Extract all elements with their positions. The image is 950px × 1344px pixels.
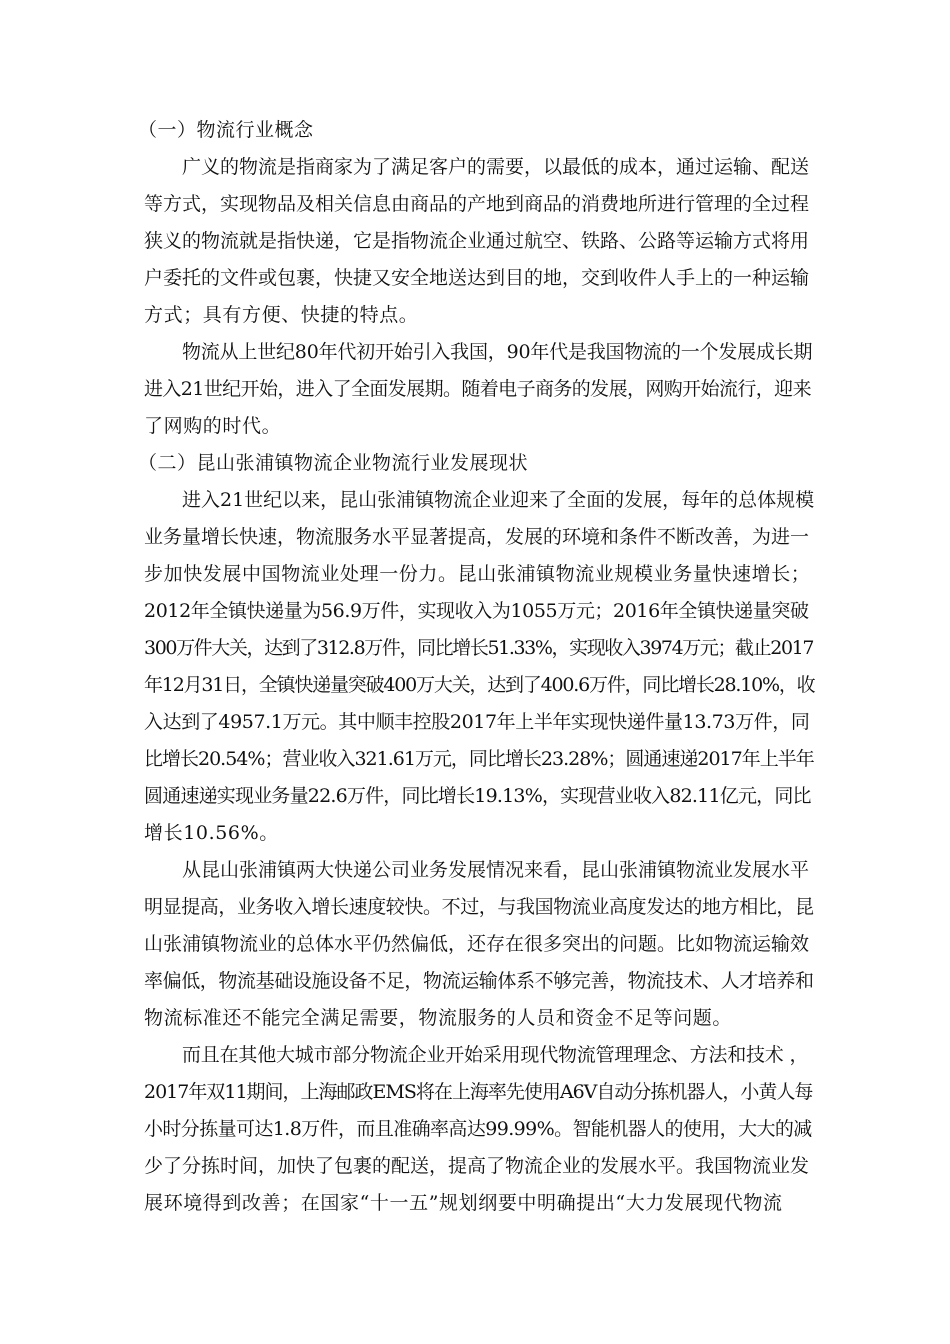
paragraph-line: 物流标准还不能完全满足需要，物流服务的人员和资金不足等问题。 bbox=[144, 1007, 733, 1029]
paragraph-line: 进入21世纪以来，昆山张浦镇物流企业迎来了全面的发展，每年的总体规模 bbox=[182, 489, 815, 511]
paragraph-line: 广义的物流是指商家为了满足客户的需要，以最低的成本，通过运输、配送 bbox=[182, 156, 810, 178]
paragraph-line: 增长10.56%。 bbox=[144, 822, 279, 844]
paragraph-line: 狭义的物流就是指快递，它是指物流企业通过航空、铁路、公路等运输方式将用 bbox=[144, 230, 810, 252]
paragraph-line: 等方式，实现物品及相关信息由商品的产地到商品的消费地所进行管理的全过程 bbox=[144, 193, 810, 215]
paragraph bbox=[144, 1037, 814, 1222]
paragraph-line: 山张浦镇物流业的总体水平仍然偏低，还存在很多突出的问题。比如物流运输效 bbox=[144, 933, 810, 955]
paragraph-line: 了网购的时代。 bbox=[144, 415, 282, 437]
paragraph bbox=[144, 852, 814, 1037]
paragraph-line: 明显提高，业务收入增长速度较快。不过，与我国物流业高度发达的地方相比，昆 bbox=[144, 896, 814, 918]
document-page bbox=[138, 112, 815, 1222]
paragraph-line: 300万件大关，达到了312.8万件，同比增长51.33%，实现收入3974万元；截止2017 bbox=[144, 637, 814, 659]
paragraph bbox=[144, 482, 814, 852]
section-heading: （二）昆山张浦镇物流企业物流行业发展现状 bbox=[138, 452, 529, 474]
section-heading: （一）物流行业概念 bbox=[138, 119, 314, 141]
paragraph-line: 圆通速递实现业务量22.6万件，同比增长19.13%，实现营业收入82.11亿元，同比 bbox=[144, 785, 811, 807]
paragraph-line: 而且在其他大城市部分物流企业开始采用现代物流管理理念、方法和技术 ， bbox=[182, 1044, 809, 1066]
paragraph-line: 展环境得到改善；在国家“十一五”规划纲要中明确提出“大力发展现代物流 bbox=[144, 1192, 783, 1214]
paragraph-line: 少了分拣时间，加快了包裹的配送，提高了物流企业的发展水平。我国物流业发 bbox=[144, 1155, 810, 1177]
paragraph-line: 方式；具有方便、快捷的特点。 bbox=[144, 304, 419, 326]
paragraph-line: 入达到了4957.1万元。其中顺丰控股2017年上半年实现快递件量13.73万件，同 bbox=[144, 711, 810, 733]
paragraph-line: 率偏低，物流基础设施设备不足，物流运输体系不够完善，物流技术、人才培养和 bbox=[144, 970, 814, 992]
paragraph bbox=[144, 334, 814, 445]
paragraph-line: 进入21世纪开始，进入了全面发展期。随着电子商务的发展，网购开始流行，迎来 bbox=[144, 378, 811, 400]
paragraph-line: 户委托的文件或包裹，快捷又安全地送达到目的地，交到收件人手上的一种运输 bbox=[144, 267, 810, 289]
paragraph-line: 2012年全镇快递量为56.9万件，实现收入为1055万元；2016年全镇快递量突破 bbox=[144, 600, 809, 622]
paragraph-line: 步加快发展中国物流业处理一份力。昆山张浦镇物流业规模业务量快速增长； bbox=[144, 563, 811, 585]
paragraph-line: 物流从上世纪80年代初开始引入我国，90年代是我国物流的一个发展成长期 bbox=[182, 341, 813, 363]
paragraph-line: 年12月31日，全镇快递量突破400万大关，达到了400.6万件，同比增长28.10%，收 bbox=[144, 674, 815, 696]
paragraph-line: 小时分拣量可达1.8万件，而且准确率高达99.99%。智能机器人的使用，大大的减 bbox=[144, 1118, 812, 1140]
paragraph-line: 比增长20.54%；营业收入321.61万元，同比增长23.28%；圆通速递2017年上半年 bbox=[144, 748, 814, 770]
paragraph bbox=[144, 149, 814, 334]
paragraph-line: 业务量增长快速，物流服务水平显著提高，发展的环境和条件不断改善，为进一 bbox=[144, 526, 810, 548]
paragraph-line: 2017年双11期间，上海邮政EMS将在上海率先使用A6V自动分拣机器人，小黄人每 bbox=[144, 1081, 813, 1103]
paragraph-line: 从昆山张浦镇两大快递公司业务发展情况来看，昆山张浦镇物流业发展水平 bbox=[182, 859, 810, 881]
